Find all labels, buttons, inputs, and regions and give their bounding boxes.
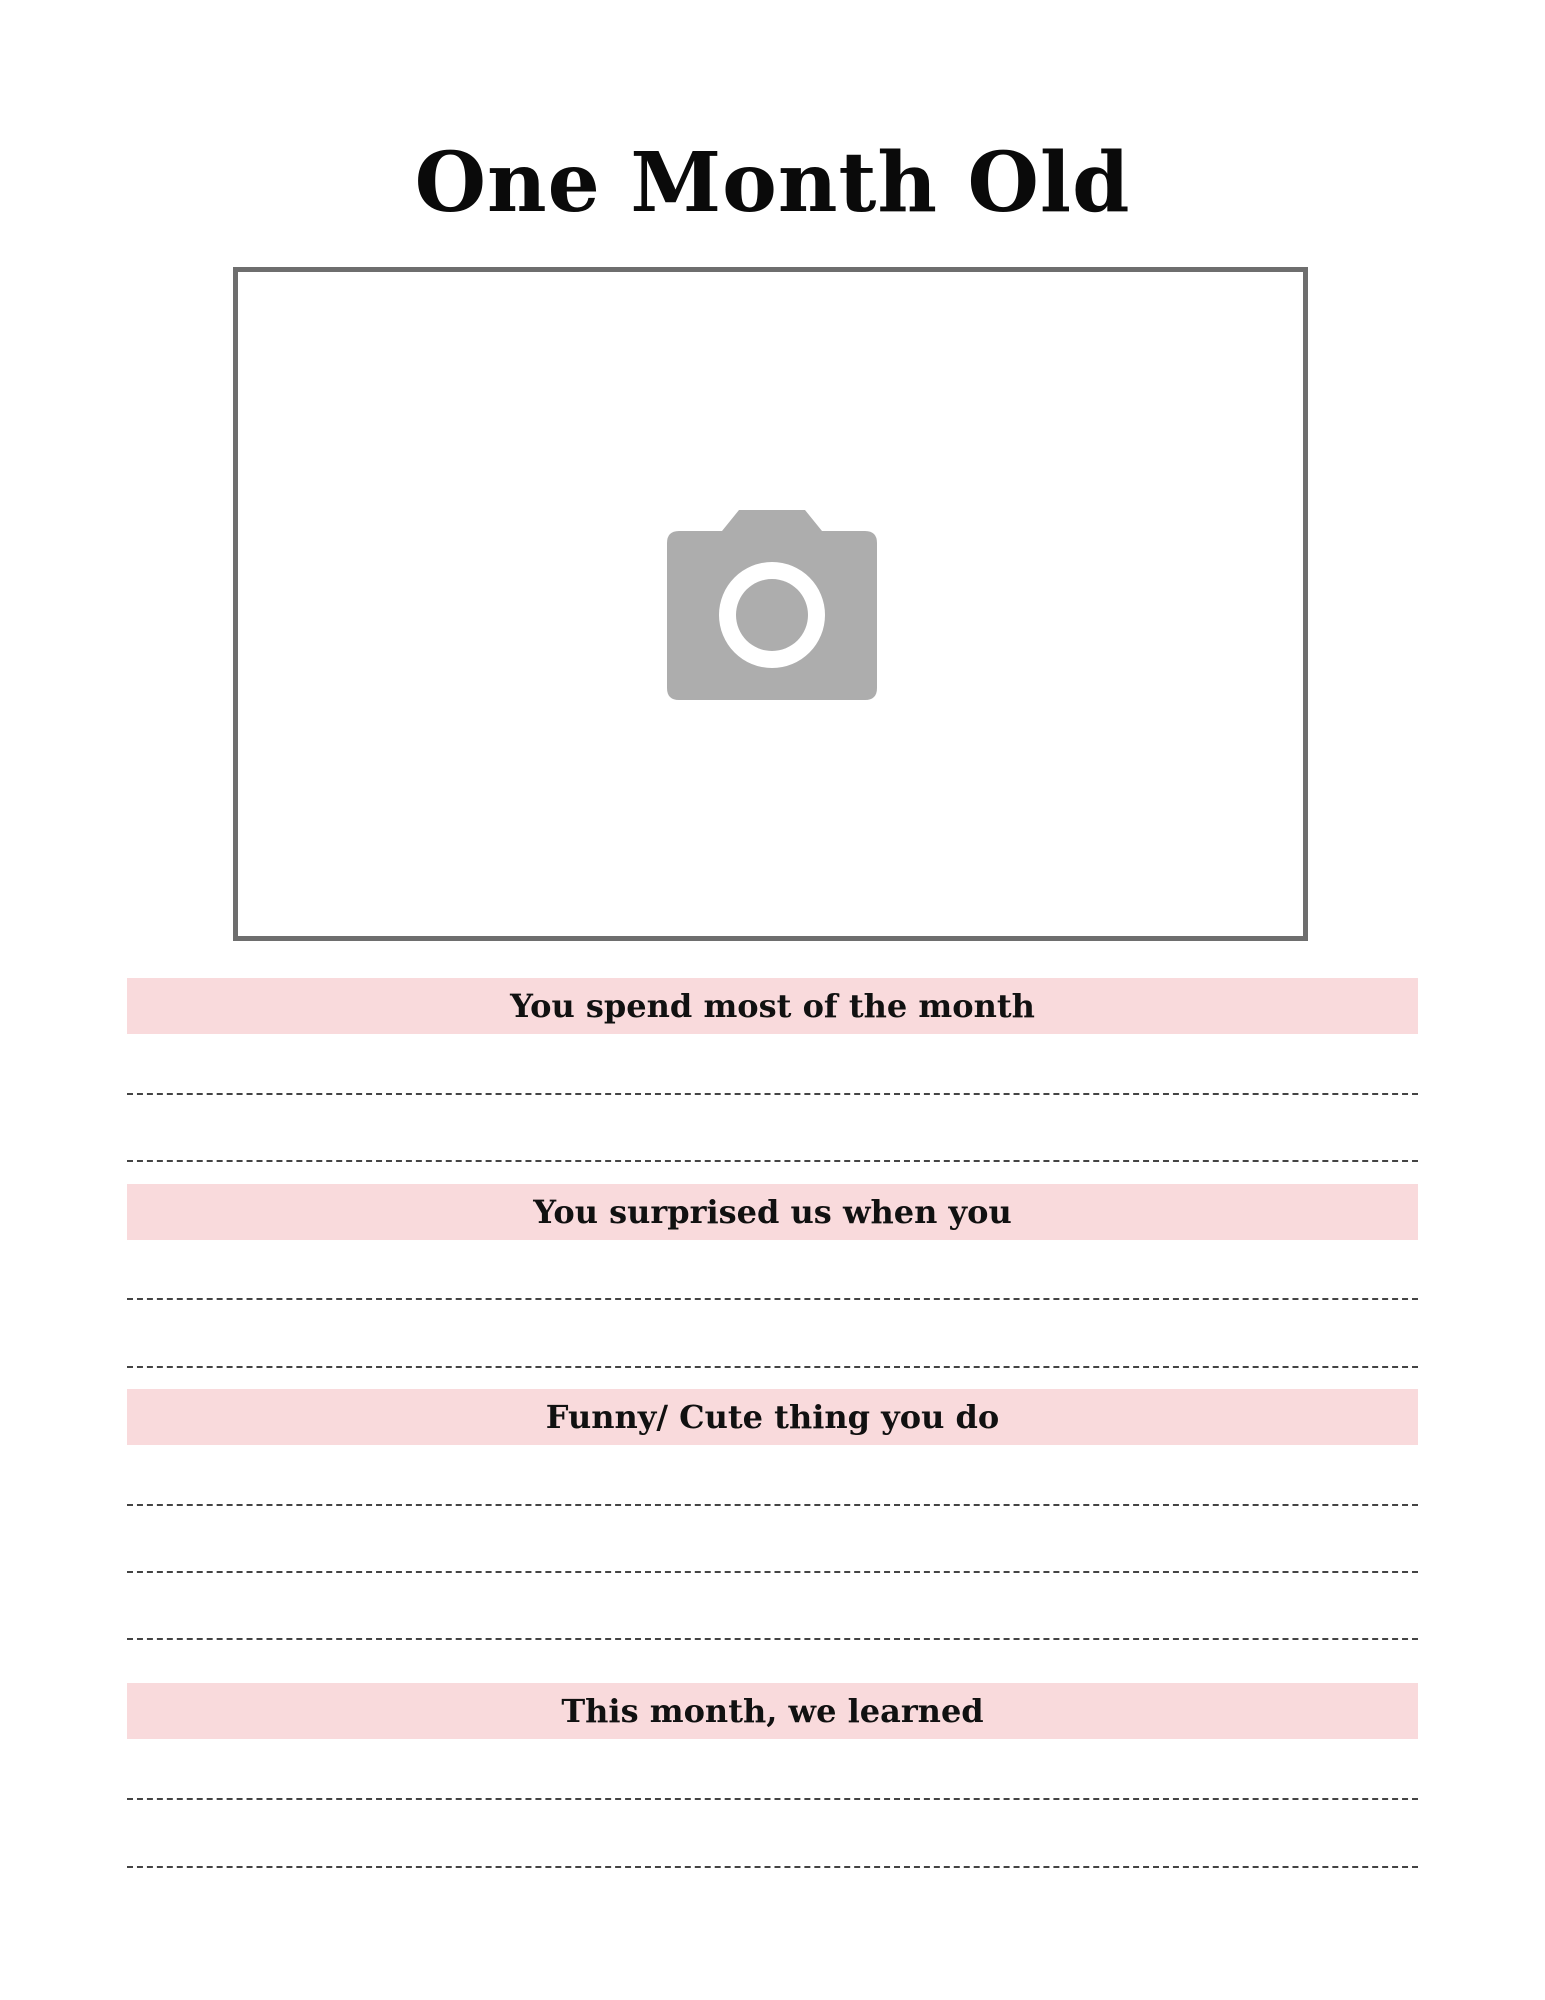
write-line[interactable] — [127, 1798, 1418, 1800]
write-line[interactable] — [127, 1571, 1418, 1573]
write-line[interactable] — [127, 1093, 1418, 1095]
section-header-we-learned: This month, we learned — [127, 1683, 1418, 1739]
camera-icon — [667, 510, 877, 700]
section-header-spend-month: You spend most of the month — [127, 978, 1418, 1034]
section-header-surprised-us: You surprised us when you — [127, 1184, 1418, 1240]
write-line[interactable] — [127, 1866, 1418, 1868]
write-line[interactable] — [127, 1638, 1418, 1640]
page-title: One Month Old — [414, 135, 1131, 231]
write-line[interactable] — [127, 1366, 1418, 1368]
section-header-funny-cute: Funny/ Cute thing you do — [127, 1389, 1418, 1445]
write-line[interactable] — [127, 1504, 1418, 1506]
write-line[interactable] — [127, 1298, 1418, 1300]
write-line[interactable] — [127, 1160, 1418, 1162]
